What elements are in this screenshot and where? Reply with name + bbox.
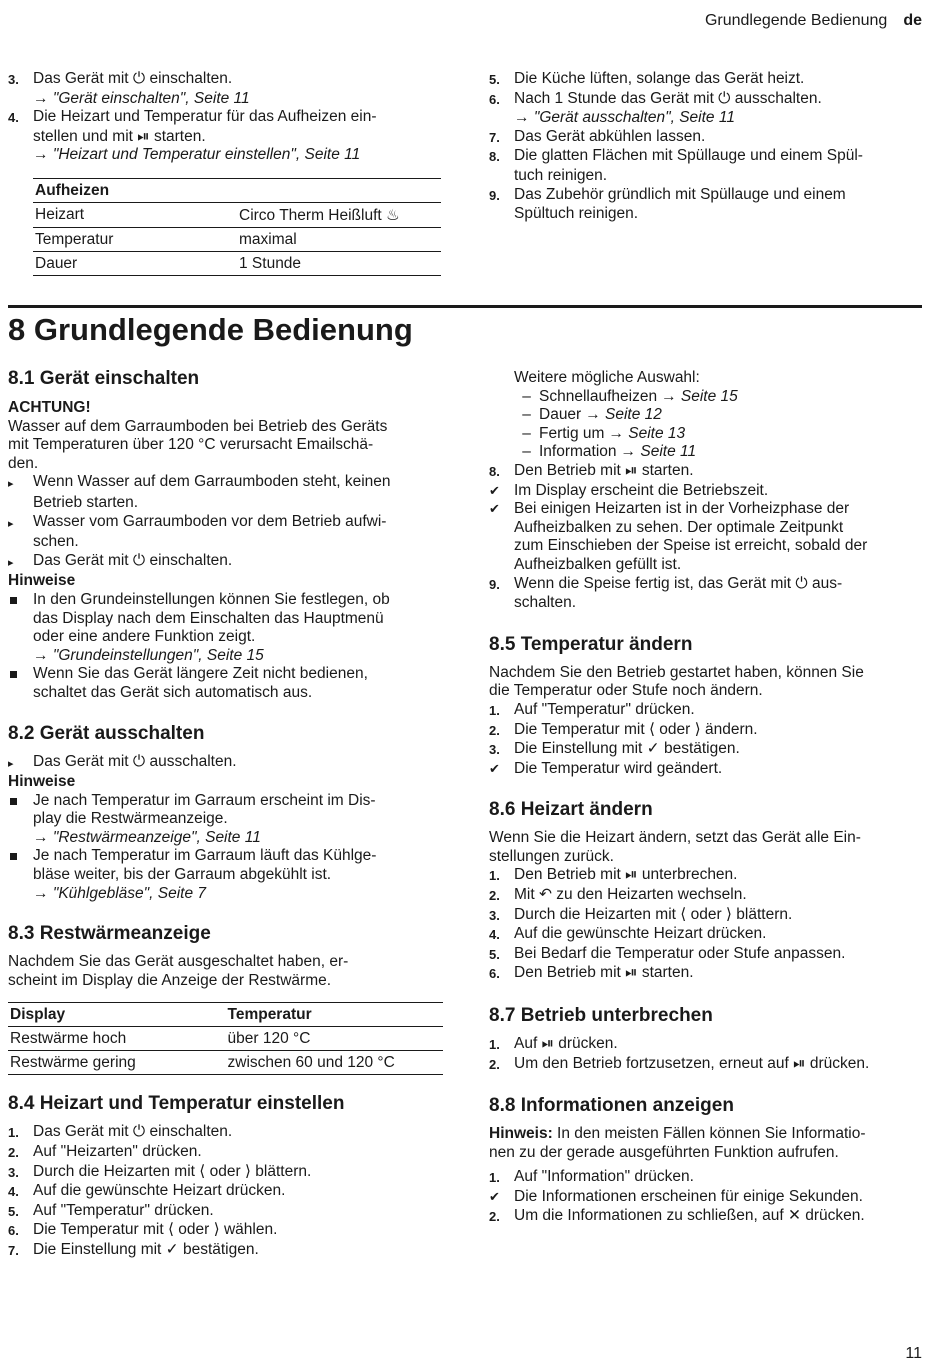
hint-item: Wenn Sie das Gerät längere Zeit nicht bedienen, xyxy=(8,665,443,684)
hint-item: Je nach Temperatur im Garraum läuft das Kühlge- xyxy=(8,847,443,866)
table-heading: Aufheizen xyxy=(33,178,441,202)
step-9: 9. Das Zubehör gründlich mit Spüllauge und einem xyxy=(489,185,846,203)
step: 6. Den Betrieb mit ⏯ starten. xyxy=(489,964,694,982)
step: 9. Wenn die Speise fertig ist, das Gerät mit ⏻ aus- xyxy=(489,574,843,592)
step: 3. Durch die Heizarten mit ⟨ oder ⟩ blättern. xyxy=(8,1162,312,1180)
table-row: Heizart Circo Therm Heißluft ♨ xyxy=(33,202,441,227)
result-item: ✔ Bei einigen Heizarten ist in der Vorheizphase der xyxy=(489,500,850,518)
step: 1. Auf ⏯ drücken. xyxy=(489,1035,618,1053)
left-column: 8.1 Gerät einschalten ACHTUNG! Wasser auf dem Garraumboden bei Betrieb des Geräts mit Temperaturen über 120 °C verursacht Emailschä- den. ▸ Wenn Wasser auf dem Garraumboden steht, keinen Betrieb starten. ▸ Wasser vom Garraumboden vor dem Betrieb aufwi- schen. ▸ Das Gerät mit ⏻ einschalten. Hinweise In den Grundeinstellungen können Sie festlegen, ob das Display nach dem Einschalten das Hauptmenü oder eine andere Funktion zeigt. → "Grundeinstellungen", Seite 15 Wenn Sie das Gerät längere Zeit nicht bedienen, schaltet das Gerät sich automatisch aus. 8.2 Gerät ausschalten ▸ Das Gerät mit ⏻ ausschalten. Hinweise Je nach Temperatur im Garraum erscheint im Dis- play die Restwärmeanzeige. → "Restwärmeanzeige", Seite 11 Je nach Temperatur im Garraum läuft das Kühlge- bläse weiter, bis der Garraum abgekühlt ist. → "Kühlgebläse", Seite 7 8.3 Restwärmeanzeige Nachdem Sie das Gerät ausgeschaltet haben, er- scheint im Display die Anzeige der Restwärme. Display Temperatur Restwärme hoch über 120 °C Restwärme gering zwischen 60 und 120 °C 8.4 Heizart und Temperatur einstellen 1. Das Gerät mit ⏻ einschalten. 2. Auf "Heizarten" drücken. 3. Durch die Heizarten mit ⟨ oder ⟩ blättern. 4. Auf die gewünschte Heizart drücken. 5. Auf "Temperatur" drücken. 6. Die Temperatur mit ⟨ oder ⟩ wählen. 7. Die Einstellung mit ✓ bestätigen. xyxy=(8,367,443,1261)
top-right-column: 5. Die Küche lüften, solange das Gerät heizt. 6. Nach 1 Stunde das Gerät mit ⏻ ausschalten. → "Gerät ausschalten", Seite 11 7. Das Gerät abkühlen lassen. 8. Die glatten Flächen mit Spüllauge und einem Spül- tuch reinigen. 9. Das Zubehör gründlich mit Spüllauge und einem Spültuch reinigen. xyxy=(489,70,924,224)
hint-item: Je nach Temperatur im Garraum erscheint im Dis- xyxy=(8,792,443,811)
check-icon: ✔ xyxy=(489,501,500,517)
bullet-item: ▸ Das Gerät mit ⏻ ausschalten. xyxy=(8,752,237,770)
top-left-column: 3. Das Gerät mit ⏻ einschalten. → "Gerät einschalten", Seite 11 4. Die Heizart und Temperatur für das Aufheizen ein- stellen und mit ⏯ starten. → "Heizart und Temperatur einstellen", Seite 11 Aufheizen Heizart Circo Therm Heißluft ♨ Temperatur maximal Dauer 1 Stunde xyxy=(8,70,443,276)
result-item: ✔ Die Informationen erscheinen für einige Sekunden. xyxy=(489,1188,863,1205)
cross-reference[interactable]: → "Gerät einschalten", Seite 11 xyxy=(33,89,250,107)
step: 2. Um die Informationen zu schließen, auf ✕ drücken. xyxy=(489,1206,865,1224)
section-title-8-1: 8.1 Gerät einschalten xyxy=(8,368,200,389)
check-icon: ✔ xyxy=(489,760,500,776)
step-7: 7. Das Gerät abkühlen lassen. xyxy=(489,127,706,145)
table-row: Restwärme hoch über 120 °C xyxy=(8,1027,443,1051)
step: 4. Auf die gewünschte Heizart drücken. xyxy=(489,925,767,943)
step-5: 5. Die Küche lüften, solange das Gerät heizt. xyxy=(489,70,805,87)
step: 2. Mit ↶ zu den Heizarten wechseln. xyxy=(489,886,747,904)
section-title-8-6: 8.6 Heizart ändern xyxy=(489,799,653,821)
step: 2. Um den Betrieb fortzusetzen, erneut auf ⏯ drücken. xyxy=(489,1054,870,1072)
step: 5. Bei Bedarf die Temperatur oder Stufe anpassen. xyxy=(489,944,846,962)
option-item: – Information → Seite 11 xyxy=(522,443,697,461)
bullet-item: ▸ Das Gerät mit ⏻ einschalten. xyxy=(8,551,233,569)
result-item: ✔ Die Temperatur wird geändert. xyxy=(489,759,723,777)
cross-reference[interactable]: → "Heizart und Temperatur einstellen", Seite 11 xyxy=(33,146,361,164)
step: 1. Den Betrieb mit ⏯ unterbrechen. xyxy=(489,866,738,884)
step: 1. Auf "Temperatur" drücken. xyxy=(489,700,695,718)
chapter-rule xyxy=(8,305,922,308)
cross-reference[interactable]: → "Kühlgebläse", Seite 7 xyxy=(33,884,207,902)
step: 8. Den Betrieb mit ⏯ starten. xyxy=(489,461,694,479)
cross-reference[interactable]: → "Grundeinstellungen", Seite 15 xyxy=(33,646,264,664)
section-title-8-4: 8.4 Heizart und Temperatur einstellen xyxy=(8,1093,345,1115)
running-header xyxy=(705,12,922,30)
section-title-8-7: 8.7 Betrieb unterbrechen xyxy=(489,1005,713,1027)
step: 7. Die Einstellung mit ✓ bestätigen. xyxy=(8,1241,259,1258)
step: 1. Das Gerät mit ⏻ einschalten. xyxy=(8,1123,233,1141)
step-6: 6. Nach 1 Stunde das Gerät mit ⏻ ausschalten. xyxy=(489,89,822,107)
chapter-title: 8 Grundlegende Bedienung xyxy=(8,312,413,347)
bullet-item: ▸ Wasser vom Garraumboden vor dem Betrieb aufwi- xyxy=(8,512,387,530)
hint-label: Hinweise xyxy=(8,773,76,791)
cross-reference[interactable]: → "Restwärmeanzeige", Seite 11 xyxy=(33,828,261,846)
residual-heat-table: Display Temperatur Restwärme hoch über 120 °C Restwärme gering zwischen 60 und 120 °C xyxy=(8,1002,443,1075)
cross-reference[interactable]: → "Gerät ausschalten", Seite 11 xyxy=(514,109,735,127)
step: 2. Die Temperatur mit ⟨ oder ⟩ ändern. xyxy=(489,720,758,738)
step: 6. Die Temperatur mit ⟨ oder ⟩ wählen. xyxy=(8,1221,278,1239)
step: 3. Die Einstellung mit ✓ bestätigen. xyxy=(489,740,740,758)
hint-item: In den Grundeinstellungen können Sie festlegen, ob xyxy=(8,591,443,610)
option-item: – Dauer → Seite 12 xyxy=(522,406,662,424)
section-title-8-3: 8.3 Restwärmeanzeige xyxy=(8,923,211,945)
section-title-8-8: 8.8 Informationen anzeigen xyxy=(489,1095,734,1117)
preheat-table xyxy=(33,178,441,276)
header-title: Grundlegende Bedienung xyxy=(704,12,888,29)
table-row: Dauer 1 Stunde xyxy=(33,251,441,275)
table-row: Temperatur maximal xyxy=(33,227,441,251)
step: 5. Auf "Temperatur" drücken. xyxy=(8,1201,214,1219)
page-number: 11 xyxy=(905,1345,922,1362)
step: 3. Durch die Heizarten mit ⟨ oder ⟩ blättern. xyxy=(489,905,793,923)
step: 2. Auf "Heizarten" drücken. xyxy=(8,1143,202,1161)
step-4: 4. Die Heizart und Temperatur für das Aufheizen ein- xyxy=(8,108,377,126)
result-item: ✔ Im Display erscheint die Betriebszeit. xyxy=(489,481,769,499)
check-icon: ✔ xyxy=(489,1189,500,1204)
check-icon: ✔ xyxy=(489,482,500,498)
section-title-8-5: 8.5 Temperatur ändern xyxy=(489,633,693,655)
bullet-item: ▸ Wenn Wasser auf dem Garraumboden steht, keinen xyxy=(8,473,391,491)
right-column: Weitere mögliche Auswahl: – Schnellaufheizen → Seite 15 – Dauer → Seite 12 – Fertig um → Seite 13 – Information → Seite 11 8. Den Betrieb mit ⏯ starten. ✔ Im Display erscheint die Betriebszeit. ✔ Bei einigen Heizarten ist in der Vorheizphase der Aufheizbalken zu sehen. Der optimale Zeitpunkt zum Einschieben der Speise ist erreicht, sobald der Aufheizbalken gefüllt ist. 9. Wenn die Speise fertig ist, das Gerät mit ⏻ aus- schalten. 8.5 Temperatur ändern Nachdem Sie den Betrieb gestartet haben, können Sie die Temperatur oder Stufe noch ändern. 1. Auf "Temperatur" drücken. 2. Die Temperatur mit ⟨ oder ⟩ ändern. 3. Die Einstellung mit ✓ bestätigen. ✔ Die Temperatur wird geändert. 8.6 Heizart ändern Wenn Sie die Heizart ändern, setzt das Gerät alle Ein- stellungen zurück. 1. Den Betrieb mit ⏯ unterbrechen. 2. Mit ↶ zu den Heizarten wechseln. 3. Durch die Heizarten mit ⟨ oder ⟩ blättern. 4. Auf die gewünschte Heizart drücken. 5. Bei Bedarf die Temperatur oder Stufe anpassen. 6. Den Betrieb mit ⏯ starten. 8.7 Betrieb unterbrechen 1. Auf ⏯ drücken. 2. Um den Betrieb fortzusetzen, erneut auf ⏯ drücken. 8.8 Informationen anzeigen Hinweis: In den meisten Fällen können Sie Informatio- nen zu der gerade ausgeführten Funktion aufrufen. 1. Auf "Information" drücken. ✔ Die Informationen erscheinen für einige Sekunden. 2. Um die Informationen zu schließen, auf ✕ drücken. xyxy=(489,369,924,1226)
language-code: de xyxy=(903,12,922,29)
step: 1. Auf "Information" drücken. xyxy=(489,1168,694,1186)
step-8: 8. Die glatten Flächen mit Spüllauge und einem Spül- xyxy=(489,147,863,165)
step-3: 3. Das Gerät mit ⏻ einschalten. xyxy=(8,70,233,87)
hint-label: Hinweise xyxy=(8,572,76,590)
table-row: Restwärme gering zwischen 60 und 120 °C xyxy=(8,1051,443,1075)
warning-label: ACHTUNG! xyxy=(8,399,91,416)
option-item: – Schnellaufheizen → Seite 15 xyxy=(522,387,738,405)
section-title-8-2: 8.2 Gerät ausschalten xyxy=(8,722,205,744)
option-item: – Fertig um → Seite 13 xyxy=(522,424,686,442)
hint-paragraph: Hinweis: In den meisten Fällen können Sie Informatio- xyxy=(489,1125,866,1143)
step: 4. Auf die gewünschte Heizart drücken. xyxy=(8,1182,286,1200)
